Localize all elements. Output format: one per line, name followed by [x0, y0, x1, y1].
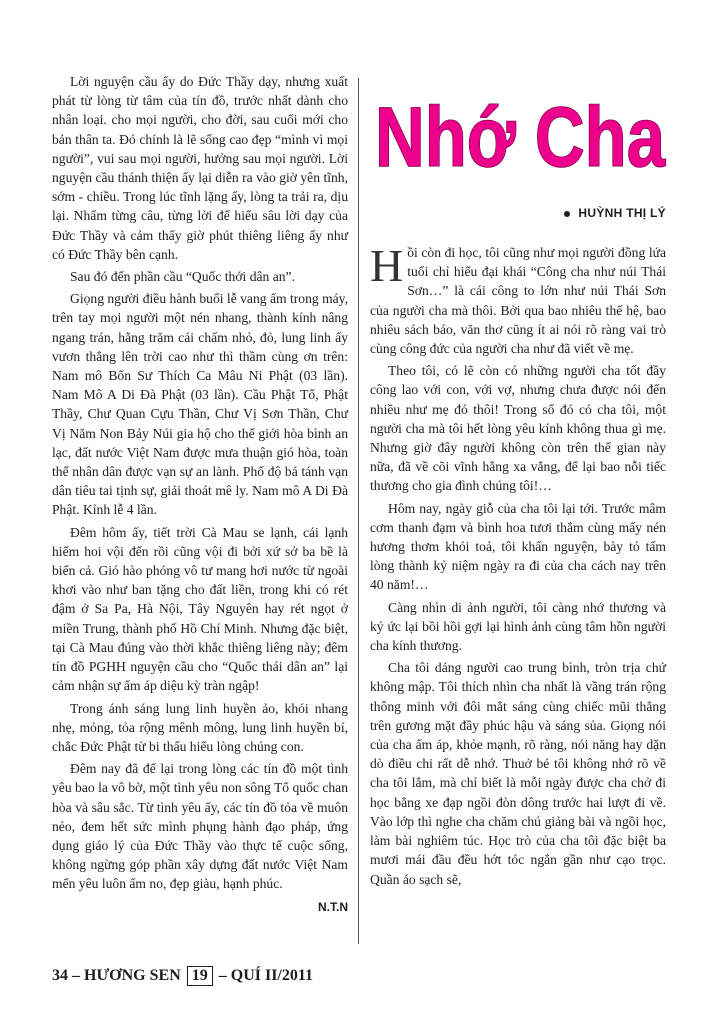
page-footer	[52, 966, 313, 986]
bullet-icon	[564, 211, 570, 217]
paragraph	[370, 240, 666, 358]
article-title	[371, 74, 671, 194]
footer-prefix: 34 – HƯƠNG SEN	[52, 967, 181, 984]
signature: N.T.N	[318, 899, 348, 914]
paragraph: Cha tôi dáng người cao trung bình, tròn trịa chứ không mập. Tôi thích nhìn cha nhất là vầng trán rộng thông minh với đôi mắt sáng cùng chiếc mũi thẳng trên gương mặt đầy phúc hậu và sáng sủa. Giọng nói của cha ấm áp, khỏe mạnh, rõ ràng, nói năng hay dặn dò điều chi rất dễ nhớ. Thuở bé tôi không nhớ rõ về cha tôi lắm, mà chỉ biết là mỗi ngày được cha chở đi học bằng xe đạp ngồi đòn dông trước hai lượt đi về. Vào lớp thì nghe cha chăm chú giảng bài và ngồi học, làm bài nghiêm túc. Học trò của cha tôi đặc biệt ba mươi mái đầu đều hớt tóc ngắn gần như cạo trọc. Quần áo sạch sẽ,	[370, 660, 666, 887]
author-byline	[564, 206, 666, 220]
right-column	[370, 240, 666, 892]
paragraph: Lời nguyện cầu ấy do Đức Thầy dạy, nhưng xuất phát từ lòng từ tâm của tín đồ, trước nhất dành cho nhân loại. cho mọi người, cho đời, sau cuối mới cho bản thân ta. Đó chính là lẽ sống cao đẹp “mình vì mọi người”, vui sau mọi người, hưởng sau mọi người. Lời nguyện cầu thánh thiện ấy lại diễn ra vào giờ yên tĩnh, sớm - chiều. Trong lúc tĩnh lặng ấy, lòng ta trải ra, dịu lại. Nhẩm từng câu, từng lời để hiểu sâu lời dạy của Đức Thầy và cảm thấy giờ phút thiêng liêng ấy như có Đức Thầy bên cạnh.	[52, 74, 348, 262]
issue-number: 19	[187, 966, 213, 986]
left-column	[52, 72, 348, 917]
paragraph: Giọng người điều hành buổi lễ vang ấm trong máy, trên tay mọi người một nén nhang, thành kính nâng ngang trán, hằng trăm cái chấm nhỏ, đỏ, lung linh ấy vươn thẳng lên trời cao như thì thầm cùng ơn trên: Nam mô Bổn Sư Thích Ca Mâu Ni Phật (03 lần). Nam Mô A Di Đà Phật (03 lần). Cầu Phật Tổ, Phật Thầy, Chư Quan Cựu Thần, Chư Vị Sơn Thần, Chư Vị Năm Non Bảy Núi gia hộ cho thế giới hòa bình an lạc, đất nước Việt Nam được mưa thuận gió hòa, toàn thể nhân dân được vạn sự an lành. Phổ độ bá tánh vạn dân tiêu tai tịnh sự, giải thoát mê ly. Nam mô A Di Đà Phật. Kỉnh lễ 4 lần.	[52, 291, 348, 518]
paragraph: Càng nhìn di ảnh người, tôi càng nhớ thương và ký ức lại bồi hồi gợi lại hình ảnh cùng tâm hồn người cha kính thương.	[370, 599, 666, 654]
paragraph: Trong ánh sáng lung linh huyền ảo, khói nhang nhẹ, mỏng, tỏa rộng mênh mông, lung linh huyền bí, chắc Đức Phật từ bi thấu hiểu lòng chúng con.	[52, 700, 348, 754]
paragraph: Sau đó đến phần cầu “Quốc thới dân an”.	[70, 269, 295, 285]
author-name: HUỲNH THỊ LÝ	[578, 206, 666, 220]
paragraph-text: ồi còn đi học, tôi cũng như mọi người đồng lứa tuổi chỉ hiểu đại khái “Công cha như núi Thái Sơn…” là cái công to lớn như núi Thái Sơn của người cha mà thôi. Bởi qua bao nhiêu thế hệ, bao nhiêu sách báo, văn thơ cũng ít ai nói rõ ràng vai trò cùng công đức của người cha như đã viết về mẹ.	[370, 245, 666, 357]
title-text: Nhớ Cha	[375, 90, 667, 184]
footer-suffix: – QUÍ II/2011	[218, 967, 313, 984]
column-divider	[358, 78, 359, 944]
paragraph: Hôm nay, ngày giỗ của cha tôi lại tới. Trước mâm cơm thanh đạm và bình hoa tươi thắm cùng mấy nén hương thơm khói toả, tôi khấn nguyện, bày tỏ tấm lòng thành kỷ niệm ngày ra đi của cha cách nay trên 40 năm!…	[370, 500, 666, 593]
paragraph: Theo tôi, có lẽ còn có những người cha tốt đầy công lao với con, với vợ, nhưng chưa được nói đến nhiều như mẹ đó thôi! Trong số đó có cha tôi, một người cha mà tôi hết lòng yêu kính không thua gì mẹ. Nhưng giờ đây người không còn trên thế gian này nữa, đã về cõi vĩnh hằng xa vắng, để lại bao nỗi tiếc thương cho gia đình chúng tôi!…	[370, 363, 666, 494]
paragraph: Đêm nay đã để lại trong lòng các tín đồ một tình yêu bao la vô bờ, một tình yêu non sông Tổ quốc chan hòa và sâu sắc. Từ tình yêu ấy, các tín đồ tỏa về muôn nẻo, đem hết sức mình phụng hành đạo pháp, ứng dụng giáo lý của Đức Thầy vào thực tế cuộc sống, không ngừng góp phần xây dựng đất nước Việt Nam mến yêu luôn ấm no, đẹp giàu, hạnh phúc.	[52, 761, 348, 892]
dropcap: H	[370, 240, 404, 291]
paragraph: Đêm hôm ấy, tiết trời Cà Mau se lạnh, cái lạnh hiếm hoi vội đến rồi cũng vội đi bởi xứ sở ba bề là biển cả. Gió hào phóng vô tư mang hơi nước từ ngoài khơi vào như ban tặng cho đất liền, trong khi có rét đậm ở Sa Pa, Hà Nội, Tây Nguyên hay rét ngọt ở miền Trung, thành phố Hồ Chí Minh. Nhưng đặc biệt, tại Cà Mau đúng vào thời khắc thiêng liêng này; đêm tín đồ PGHH nguyện cầu cho “Quốc thái dân an” lại cảm nhận sự ấm áp diệu kỳ tràn ngập!	[52, 524, 348, 694]
